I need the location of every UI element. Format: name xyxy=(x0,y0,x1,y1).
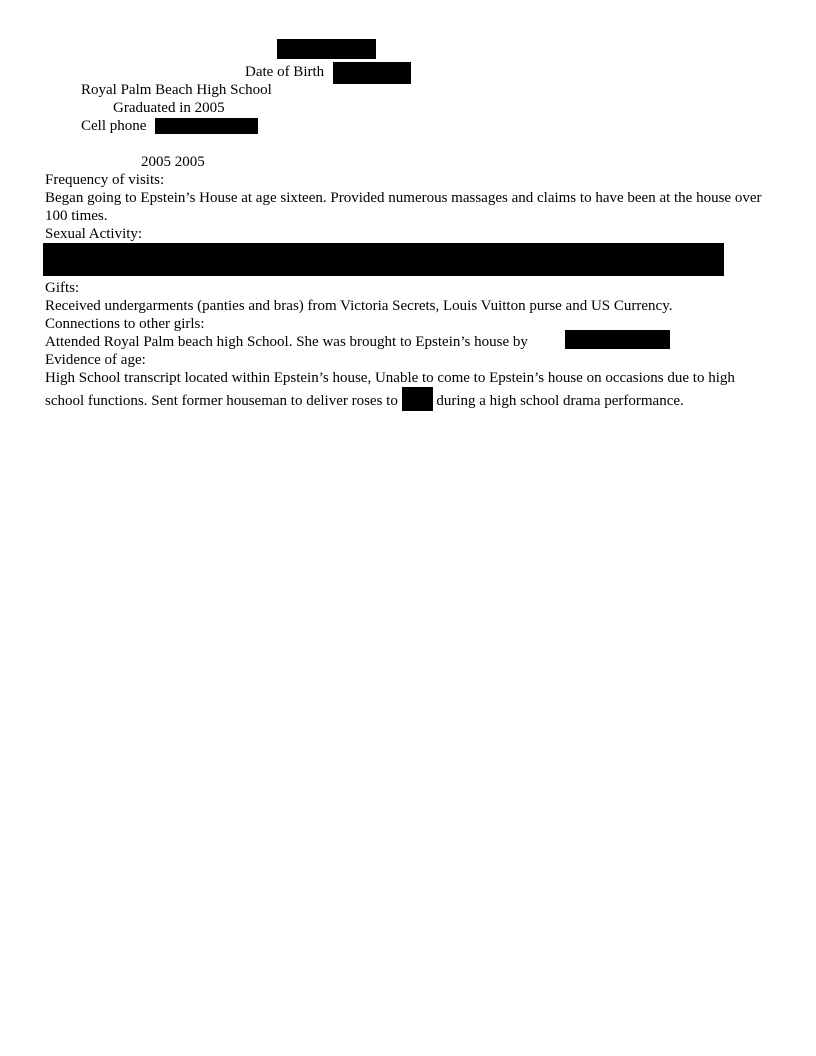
school-name: Royal Palm Beach High School xyxy=(81,82,272,98)
evidence-heading: Evidence of age: xyxy=(45,352,146,368)
frequency-text: Began going to Epstein’s House at age sixteen. Provided numerous massages and claims to have been at the house over 100 times. xyxy=(45,190,762,224)
gifts-heading: Gifts: xyxy=(45,280,80,296)
gifts-text: Received undergarments (panties and bras) from Victoria Secrets, Louis Vuitton purse and US Currency. xyxy=(45,298,673,314)
redacted-sexual-activity xyxy=(43,243,724,276)
sexual-activity-heading: Sexual Activity: xyxy=(45,226,143,242)
dob-label: Date of Birth xyxy=(245,64,325,80)
evidence-text-before: High School transcript located within Epstein’s house, Unable to come to Epstein’s house on occasions due to high school functions. Sent former houseman to deliver roses to xyxy=(45,370,735,409)
connections-heading: Connections to other girls: xyxy=(45,316,205,332)
redacted-name xyxy=(277,39,376,59)
evidence-text xyxy=(45,369,775,411)
graduation-year: Graduated in 2005 xyxy=(113,100,225,116)
redacted-connection-name xyxy=(565,330,670,349)
frequency-heading: Frequency of visits: xyxy=(45,172,165,188)
years-text: 2005 2005 xyxy=(141,154,205,170)
redacted-cell-phone xyxy=(155,118,258,134)
evidence-text-after: during a high school drama performance. xyxy=(436,393,684,409)
redacted-recipient xyxy=(402,387,433,411)
redacted-dob xyxy=(333,62,411,84)
connections-text: Attended Royal Palm beach high School. She was brought to Epstein’s house by xyxy=(45,334,528,350)
cell-phone-label: Cell phone xyxy=(81,118,147,134)
